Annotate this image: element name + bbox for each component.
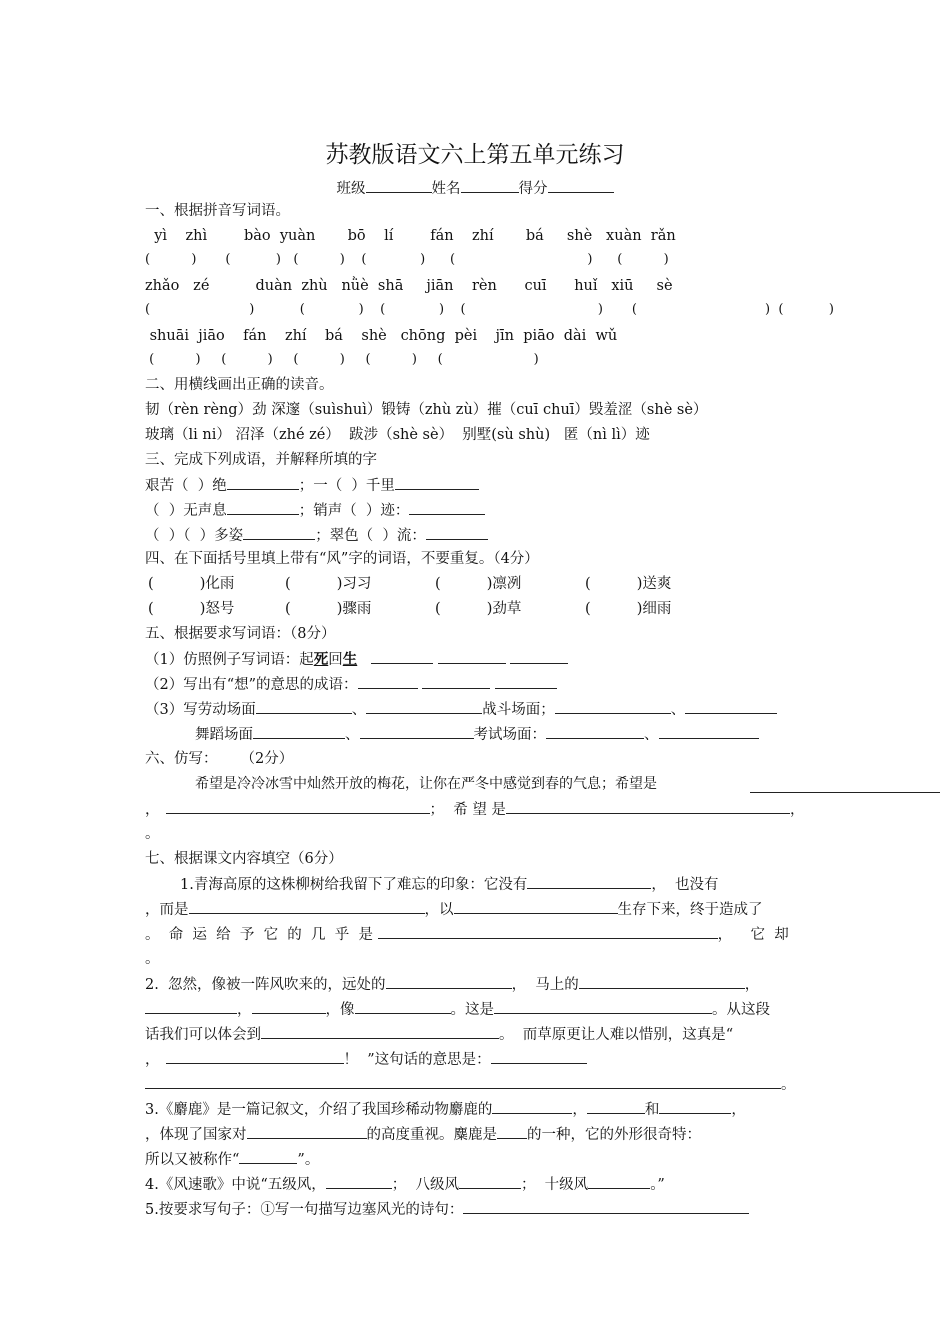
- section6-heading: 六、仿写： （2分）: [145, 751, 294, 767]
- answer-blank[interactable]: [355, 999, 451, 1014]
- imitation-line-3: 。: [145, 826, 160, 842]
- prompt-text: 。: [781, 1077, 796, 1093]
- answer-blank[interactable]: [261, 1024, 499, 1039]
- answer-blank[interactable]: [247, 1124, 367, 1139]
- words-line-3: [145, 699, 777, 720]
- name-field[interactable]: [461, 178, 519, 193]
- answer-blank[interactable]: [506, 799, 790, 814]
- wind-phrase[interactable]: ( )怒号: [148, 601, 235, 617]
- example-char: 死: [313, 651, 329, 668]
- answer-blank[interactable]: [492, 1099, 572, 1114]
- prompt-text: 。 命 运 给 予 它 的 几 乎 是: [145, 927, 373, 943]
- name-label: 姓名: [431, 181, 461, 197]
- answer-blank[interactable]: [360, 724, 474, 739]
- idiom-line-1: [145, 475, 479, 496]
- prompt-text: ； 希 望 是: [429, 802, 506, 818]
- answer-blank[interactable]: [252, 999, 326, 1014]
- answer-blank[interactable]: [256, 699, 352, 714]
- prompt-text: （3）写劳动场面: [145, 702, 256, 718]
- q2-line-2: [145, 999, 770, 1020]
- answer-blank[interactable]: [395, 475, 479, 490]
- section5-heading: 五、根据要求写词语：（8分）: [145, 626, 336, 642]
- q1-line-1: [180, 874, 719, 895]
- answer-blank[interactable]: [438, 649, 506, 664]
- prompt-text: ，: [731, 1102, 746, 1118]
- prompt-text: 1.青海高原的这株柳树给我留下了难忘的印象：它没有: [180, 877, 528, 893]
- answer-blank[interactable]: [426, 525, 488, 540]
- wind-phrase[interactable]: ( )化雨: [148, 576, 235, 592]
- prompt-text: ，: [145, 1052, 160, 1068]
- answer-blank[interactable]: [659, 1099, 731, 1114]
- answer-blank[interactable]: [587, 1099, 645, 1114]
- answer-blank[interactable]: [227, 475, 299, 490]
- answer-blank[interactable]: [588, 1174, 650, 1189]
- example-char: 生: [342, 651, 358, 668]
- answer-blank[interactable]: [371, 649, 433, 664]
- prompt-text: ，像: [325, 1002, 355, 1018]
- prompt-text: 的一种，它的外形很奇特：: [527, 1127, 701, 1143]
- answer-blank[interactable]: [494, 999, 712, 1014]
- answer-blank[interactable]: [495, 674, 557, 689]
- prompt-text: 、: [345, 727, 360, 743]
- answer-brackets-1[interactable]: ( ) ( ) ( ) ( ) ( ) ( ): [145, 252, 669, 267]
- prompt-text: ，: [237, 1002, 252, 1018]
- prompt-text: ，以: [424, 902, 454, 918]
- pinyin-row-2: zhǎo zé duàn zhù nǜè shā jiān rèn cuī huǐ xiū sè: [145, 278, 673, 294]
- prompt-text: ，体现了国家对: [145, 1127, 247, 1143]
- answer-blank[interactable]: [454, 899, 618, 914]
- answer-brackets-2[interactable]: ( ) ( ) ( ) ( ) ( ) ( ): [145, 302, 834, 317]
- prompt-text: ， 也没有: [651, 877, 719, 893]
- answer-blank[interactable]: [527, 874, 651, 889]
- prompt-text: 5.按要求写句子：①写一句描写边塞风光的诗句：: [145, 1202, 464, 1218]
- prompt-text: 。这是: [450, 1002, 494, 1018]
- section2-heading: 二、用横线画出正确的读音。: [145, 377, 334, 393]
- section7-heading: 七、根据课文内容填空（6分）: [145, 851, 343, 867]
- prompt-text: ； 十级风: [520, 1177, 589, 1193]
- prompt-text: 战斗场面；: [482, 702, 555, 718]
- prompt-text: ，: [744, 977, 760, 993]
- score-label: 得分: [518, 181, 548, 197]
- pinyin-row-3: shuāi jiāo fán zhí bá shè chōng pèi jīn piāo dài wǔ: [145, 328, 618, 344]
- answer-blank[interactable]: [243, 525, 315, 540]
- answer-blank[interactable]: [145, 999, 237, 1014]
- q2-line-1: [145, 974, 759, 995]
- q1-line-3: [145, 924, 789, 945]
- answer-blank[interactable]: [659, 724, 759, 739]
- imitation-line-1: [195, 774, 657, 794]
- student-info: [0, 177, 950, 198]
- prompt-text: 的高度重视。麋鹿是: [366, 1127, 497, 1143]
- prompt-text: 话我们可以体会到: [145, 1027, 261, 1043]
- q3-line-3: [145, 1149, 319, 1170]
- prompt-text: 生存下来，终于造成了: [617, 902, 763, 918]
- q2-line-5: [145, 1074, 796, 1095]
- prompt-text: 所以又被称作“: [145, 1152, 240, 1168]
- prompt-text: ； 八级风: [391, 1177, 459, 1193]
- words-line-4: [195, 724, 759, 745]
- answer-blank[interactable]: [491, 1049, 587, 1064]
- words-line-1: [145, 649, 568, 670]
- section4-heading: 四、在下面括号里填上带有“风”字的词语，不要重复。（4分）: [145, 551, 539, 567]
- wind-phrase[interactable]: ( )送爽: [585, 576, 672, 592]
- q3-line-1: [145, 1099, 746, 1120]
- class-field[interactable]: [366, 178, 432, 193]
- answer-blank[interactable]: [546, 724, 644, 739]
- imitation-line-2: [145, 799, 804, 820]
- answer-blank[interactable]: [497, 1124, 527, 1139]
- answer-blank[interactable]: [422, 674, 490, 689]
- answer-blank[interactable]: [166, 799, 430, 814]
- q1-line-4: 。: [145, 951, 160, 967]
- answer-blank[interactable]: [326, 1174, 392, 1189]
- answer-blank[interactable]: [555, 699, 671, 714]
- words-line-2: [145, 674, 557, 695]
- answer-blank[interactable]: [409, 500, 485, 515]
- answer-blank[interactable]: [685, 699, 777, 714]
- q2-line-3: [145, 1024, 733, 1045]
- q5-line: [145, 1199, 749, 1220]
- wind-phrase[interactable]: ( )劲草: [435, 601, 522, 617]
- prompt-text: ，而是: [145, 902, 189, 918]
- answer-blank[interactable]: [253, 724, 345, 739]
- prompt-text: 、: [670, 702, 686, 718]
- page-title: 苏教版语文六上第五单元练习: [325, 142, 625, 168]
- answer-blank[interactable]: [166, 1049, 344, 1064]
- section3-heading: 三、完成下列成语，并解释所填的字: [145, 452, 377, 468]
- q1-line-2: [145, 899, 763, 920]
- class-label: 班级: [336, 181, 366, 197]
- answer-blank[interactable]: [358, 674, 418, 689]
- prompt-text: ， 它 却: [717, 927, 789, 943]
- idiom-text: 艰苦（ ）绝: [145, 478, 227, 494]
- prompt-text: （1）仿照例子写词语：起: [145, 652, 314, 668]
- wind-phrase[interactable]: ( )凛冽: [435, 576, 522, 592]
- prompt-text: ”。: [297, 1152, 320, 1168]
- answer-blank[interactable]: [579, 974, 745, 989]
- prompt-text: ， 马上的: [511, 977, 579, 993]
- q2-line-4: [145, 1049, 587, 1070]
- answer-blank[interactable]: [463, 1199, 749, 1214]
- idiom-text: ；销声（ ）迹：: [298, 503, 410, 519]
- answer-blank[interactable]: [145, 1074, 781, 1089]
- prompt-text: ，: [145, 802, 160, 818]
- prompt-text: 。”: [650, 1177, 665, 1193]
- answer-blank[interactable]: [750, 778, 940, 793]
- prompt-text: 舞蹈场面: [195, 727, 253, 743]
- prompt-text: （2）写出有“想”的意思的成语：: [145, 677, 358, 693]
- idiom-line-3: [145, 525, 488, 546]
- answer-blank[interactable]: [366, 699, 482, 714]
- pronunciation-line-2: 玻璃（li ni） 沼泽（zhé zé） 跋涉（shè sè） 别墅(sù shù) 匿（nì lì）迹: [145, 427, 650, 443]
- wind-phrase[interactable]: ( )细雨: [585, 601, 672, 617]
- idiom-text: ；翠色（ ）流：: [315, 528, 426, 544]
- idiom-text: ；一（ ）千里: [298, 478, 395, 494]
- answer-blank[interactable]: [459, 1174, 521, 1189]
- prompt-text: 希望是冷冷冰雪中灿然开放的梅花，让你在严冬中感觉到春的气息；希望是: [195, 776, 657, 792]
- prompt-text: ！ ”这句话的意思是：: [343, 1052, 491, 1068]
- prompt-text: 。 而草原更让人难以惜别，这真是“: [499, 1027, 734, 1043]
- section1-heading: 一、根据拼音写词语。: [145, 203, 290, 219]
- answer-blank[interactable]: [510, 649, 568, 664]
- prompt-text: ，: [789, 802, 805, 818]
- q4-line: [145, 1174, 665, 1195]
- prompt-text: 2. 忽然，像被一阵风吹来的，远处的: [145, 977, 386, 993]
- answer-brackets-3[interactable]: ( ) ( ) ( ) ( ) ( ): [145, 352, 539, 367]
- prompt-text: 、: [351, 702, 367, 718]
- answer-blank[interactable]: [378, 924, 718, 939]
- prompt-text: 、: [644, 727, 659, 743]
- prompt-text: 和: [644, 1102, 660, 1118]
- prompt-text: 3.《麝鹿》是一篇记叙文，介绍了我国珍稀动物麝鹿的: [145, 1102, 493, 1118]
- prompt-text: ，: [572, 1102, 587, 1118]
- answer-blank[interactable]: [386, 974, 512, 989]
- idiom-text: （ ）无声息: [145, 503, 227, 519]
- wind-phrase[interactable]: ( )习习: [285, 576, 372, 592]
- idiom-text: （ ）（ ）多姿: [145, 528, 244, 544]
- answer-blank[interactable]: [227, 500, 299, 515]
- answer-blank[interactable]: [239, 1149, 297, 1164]
- example-char: 回: [328, 652, 343, 668]
- prompt-text: 4.《风速歌》中说“五级风，: [145, 1177, 326, 1193]
- prompt-text: 。从这段: [712, 1002, 770, 1018]
- score-field[interactable]: [548, 178, 614, 193]
- pronunciation-line-1: 韧（rèn rèng）劲 深邃（suìshuì）锻铸（zhù zù）摧（cuī chuī）毁羞涩（shè sè）: [145, 402, 708, 418]
- wind-phrase[interactable]: ( )骤雨: [285, 601, 372, 617]
- q3-line-2: [145, 1124, 701, 1145]
- answer-blank[interactable]: [189, 899, 425, 914]
- idiom-line-2: [145, 500, 485, 521]
- prompt-text: 考试场面：: [473, 727, 546, 743]
- pinyin-row-1: yì zhì bào yuàn bō lí fán zhí bá shè xuàn rǎn: [145, 228, 676, 244]
